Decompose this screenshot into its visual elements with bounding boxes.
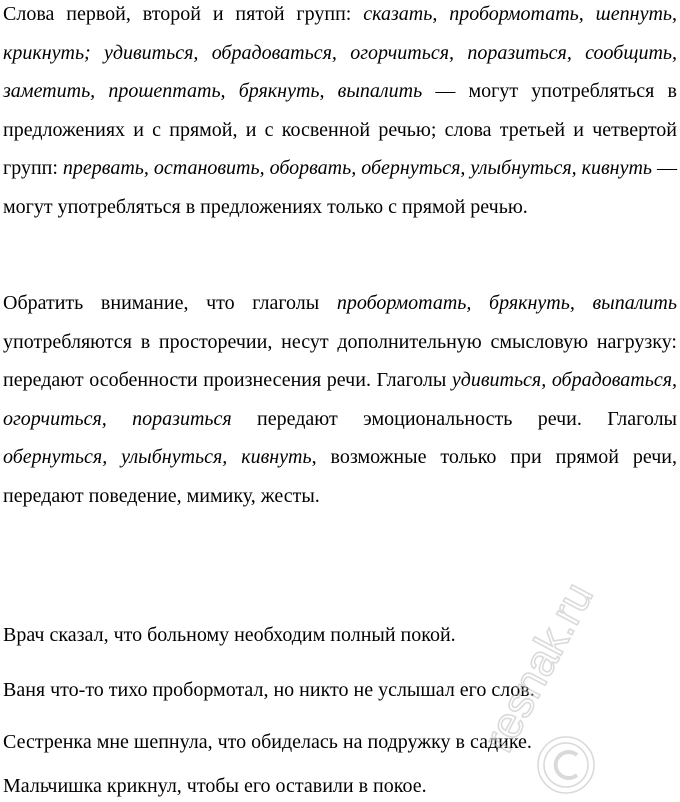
italic-verbs: удивиться, обрадоваться, огорчиться, поразиться (3, 369, 677, 430)
italic-verbs: сказать, пробормотать, шепнуть, крикнуть; удивиться, обрадоваться, огорчиться, поразиться, сообщить, заметить, прошептать, брякнуть, выпалить (3, 3, 678, 103)
example-sentence: Ваня что-то тихо пробормотал, но никто не услышал его слов. (3, 679, 535, 701)
example-sentence: Мальчишка крикнул, чтобы его оставили в покое. (3, 775, 427, 797)
paragraph-verb-meaning (3, 284, 677, 516)
paragraph-verb-groups (3, 0, 677, 227)
italic-verbs: прервать, остановить, оборвать, обернуться, улыбнуться, кивнуть (62, 157, 652, 180)
watermark-logo (473, 574, 678, 800)
example-sentence: Сестренка мне шепнула, что обиделась на подружку в садике. (3, 731, 532, 753)
text-segment: — могут употребляться в предложениях только с прямой речью. (3, 157, 678, 218)
text-segment: употребляются в просторечии, несут дополнительную смысловую нагрузку: передают особенности произнесения речи. Глаголы (3, 330, 677, 392)
text-segment: , возможные только при прямой речи, передают поведение, мимику, жесты. (3, 446, 677, 507)
watermark-text: resnak.ru (473, 574, 603, 760)
italic-verbs: обернуться, улыбнуться, кивнуть (3, 446, 312, 469)
example-sentence: Врач сказал, что больному необходим полный покой. (3, 624, 456, 646)
text-segment: передают эмоциональность речи. Глаголы (231, 407, 677, 430)
text-segment: Слова первой, второй и пятой групп: (3, 3, 364, 25)
text-segment: Обратить внимание, что глаголы (3, 292, 337, 314)
text-segment: — могут употребляться в предложениях и с прямой, и с косвенной речью; слова третьей и четвертой групп: (3, 80, 677, 180)
italic-verbs: пробормотать, брякнуть, выпалить (336, 292, 677, 314)
